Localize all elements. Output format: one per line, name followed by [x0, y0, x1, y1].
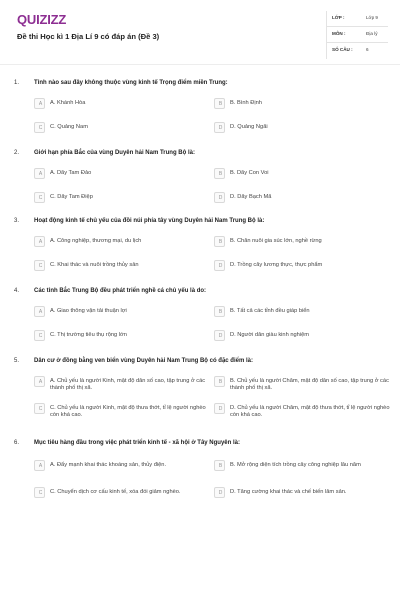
option-text: A. Chủ yếu là người Kinh, mật độ dân số cao, tập trung ở các thành phố thị xã. [50, 378, 206, 391]
option-text: A. Công nghiệp, thương mại, du lịch [50, 238, 142, 244]
option-letter: B [218, 309, 223, 315]
option-text: B. Chủ yếu là người Chăm, mật độ dân số cao, tập trung ở các thành phố thị xã. [230, 378, 389, 391]
option-letter-box[interactable] [34, 260, 45, 271]
option-letter: B [218, 379, 223, 385]
option-text: B. Chăn nuôi gia súc lớn, nghề rừng [230, 238, 322, 244]
option-text: D. Tăng cường khai thác và chế biến lâm sản. [230, 489, 347, 495]
meta-row-subject [326, 27, 388, 43]
quizizz-logo: QUIZIZZ [17, 12, 67, 27]
meta-label-grade: LỚP : [332, 15, 345, 20]
header-divider [0, 64, 400, 65]
option-letter: D [218, 263, 223, 269]
option-text: C. Chuyển dịch cơ cấu kinh tế, xóa đói giảm nghèo. [50, 489, 181, 495]
option-letter: D [218, 333, 223, 339]
option-letter-box[interactable] [214, 192, 225, 203]
document-title: Đề thi Học kì 1 Địa Lí 9 có đáp án (Đề 3) [17, 32, 160, 41]
option-letter-box[interactable] [214, 168, 225, 179]
question-text: Các tỉnh Bắc Trung Bộ đều phát triển nghề cá chủ yếu là do: [34, 288, 207, 294]
option-letter-box[interactable] [34, 98, 45, 109]
option-text: B. Bình Định [230, 100, 262, 106]
meta-info-panel [326, 11, 388, 59]
option-letter: D [218, 406, 223, 412]
option-letter: B [218, 101, 223, 107]
option-letter-box[interactable] [34, 460, 45, 471]
option-letter: A [38, 239, 43, 245]
meta-value-grade: Lớp 9 [366, 15, 378, 20]
option-letter: B [218, 171, 223, 177]
option-letter-box[interactable] [214, 487, 225, 498]
option-letter-box[interactable] [34, 122, 45, 133]
question-text: Tỉnh nào sau đây không thuộc vùng kinh tế Trọng điểm miền Trung: [34, 80, 228, 86]
option-letter: D [218, 125, 223, 131]
option-letter: B [218, 239, 223, 245]
option-letter-box[interactable] [214, 236, 225, 247]
option-letter: C [38, 490, 43, 496]
option-letter-box[interactable] [214, 260, 225, 271]
question-number: 2. [14, 150, 20, 156]
option-letter-box[interactable] [214, 330, 225, 341]
meta-label-count: SỐ CÂU : [332, 47, 353, 52]
meta-value-count: 6 [366, 47, 369, 52]
option-letter: D [218, 195, 223, 201]
option-text: C. Dãy Tam Điệp [50, 194, 93, 200]
option-letter-box[interactable] [34, 330, 45, 341]
option-text: B. Mở rộng diện tích trồng cây công nghiệp lâu năm [230, 462, 361, 468]
option-letter-box[interactable] [214, 306, 225, 317]
option-letter: A [38, 309, 43, 315]
option-text: A. Đẩy mạnh khai thác khoáng sản, thủy điện. [50, 462, 167, 468]
option-text: D. Dãy Bạch Mã [230, 194, 272, 200]
question-text: Giới hạn phía Bắc của vùng Duyên hải Nam Trung Bộ là: [34, 150, 195, 156]
option-letter-box[interactable] [214, 376, 225, 387]
option-letter: B [218, 463, 223, 469]
option-text: B. Tất cả các tỉnh đều giáp biển [230, 308, 310, 314]
question-number: 3. [14, 218, 20, 224]
option-text: C. Chủ yếu là người Kinh, mật độ thưa thớt, tỉ lệ người nghèo còn khá cao. [50, 405, 206, 418]
option-letter-box[interactable] [34, 236, 45, 247]
option-text: C. Quảng Nam [50, 124, 88, 130]
worksheet-header [0, 0, 400, 62]
option-letter-box[interactable] [214, 403, 225, 414]
option-letter-box[interactable] [34, 306, 45, 317]
option-letter-box[interactable] [34, 487, 45, 498]
question-text: Dân cư ở đồng bằng ven biển vùng Duyên hải Nam Trung Bộ có đặc điểm là: [34, 358, 253, 364]
question-number: 1. [14, 80, 20, 86]
option-letter: C [38, 263, 43, 269]
option-letter-box[interactable] [34, 168, 45, 179]
option-letter: D [218, 490, 223, 496]
option-letter-box[interactable] [214, 98, 225, 109]
question-text: Mục tiêu hàng đầu trong việc phát triển kinh tế - xã hội ở Tây Nguyên là: [34, 440, 240, 446]
option-text: C. Thị trường tiêu thụ rộng lớn [50, 332, 127, 338]
option-letter: C [38, 195, 43, 201]
option-text: D. Người dân giàu kinh nghiệm [230, 332, 309, 338]
option-text: D. Trồng cây lương thực, thực phẩm [230, 262, 323, 268]
option-text: A. Khánh Hòa [50, 100, 86, 106]
meta-row-count [326, 43, 388, 59]
option-text: D. Chủ yếu là người Chăm, mật độ thưa thớt, tỉ lệ người nghèo còn khá cao. [230, 405, 390, 418]
question-number: 6. [14, 440, 20, 446]
option-letter-box[interactable] [34, 192, 45, 203]
meta-value-subject: Địa lý [366, 31, 378, 36]
question-number: 5. [14, 358, 20, 364]
option-letter-box[interactable] [214, 122, 225, 133]
option-text: C. Khai thác và nuôi trồng thủy sản [50, 262, 139, 268]
option-letter: A [38, 463, 43, 469]
option-letter: A [38, 379, 43, 385]
option-letter: A [38, 171, 43, 177]
meta-row-grade [326, 11, 388, 27]
meta-label-subject: MÔN : [332, 31, 346, 36]
option-letter-box[interactable] [34, 403, 45, 414]
option-text: D. Quảng Ngãi [230, 124, 268, 130]
question-text: Hoạt động kinh tế chủ yếu của đồi núi phía tây vùng Duyên hải Nam Trung Bộ là: [34, 218, 265, 224]
option-letter: A [38, 101, 43, 107]
option-text: A. Dãy Tam Đảo [50, 170, 92, 176]
option-letter-box[interactable] [34, 376, 45, 387]
option-letter: C [38, 406, 43, 412]
option-text: A. Giao thông vận tải thuận lợi [50, 308, 127, 314]
option-letter-box[interactable] [214, 460, 225, 471]
option-text: B. Dãy Con Voi [230, 170, 269, 176]
option-letter: C [38, 125, 43, 131]
option-letter: C [38, 333, 43, 339]
question-number: 4. [14, 288, 20, 294]
